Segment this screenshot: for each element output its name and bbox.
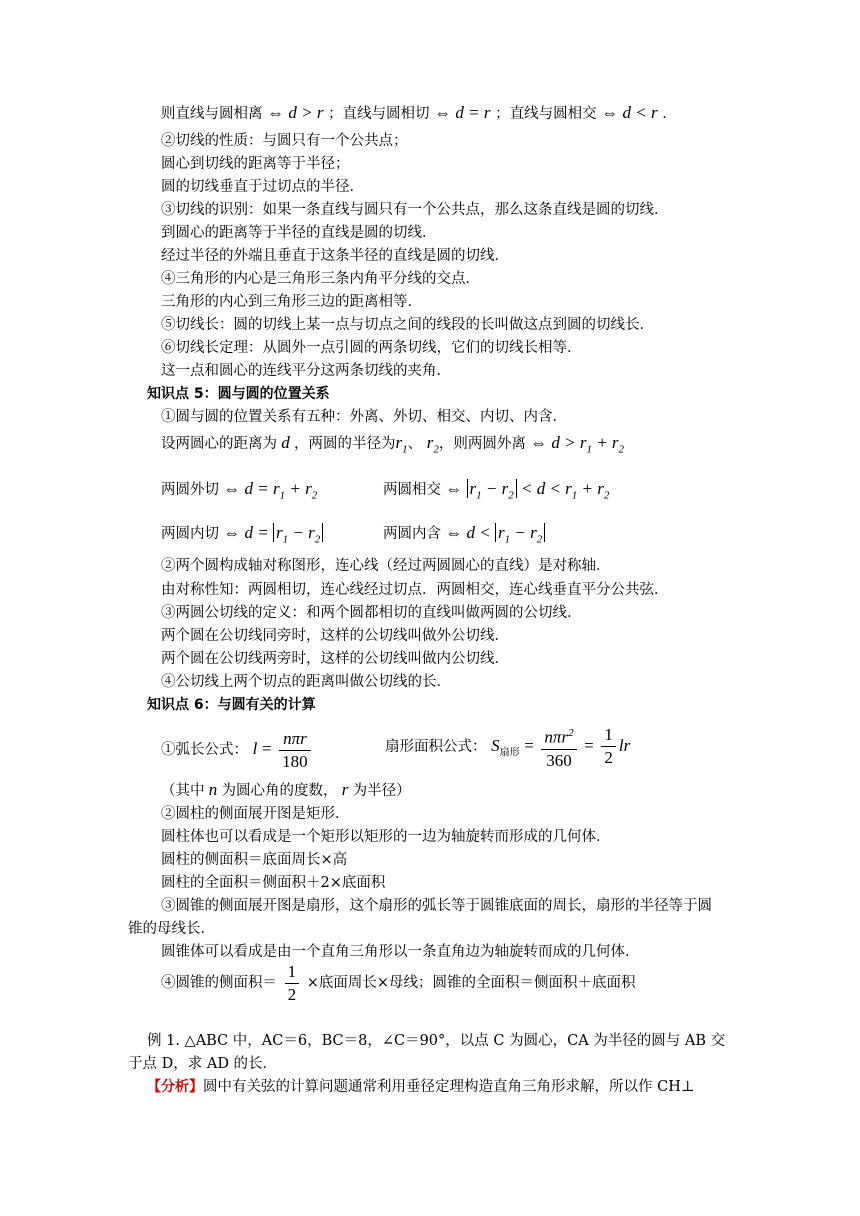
- text-line: 圆柱的全面积＝侧面积＋2×底面积: [161, 875, 386, 891]
- text-line: 圆锥体可以看成是由一个直角三角形以一条直角边为轴旋转而成的几何体．: [161, 944, 640, 960]
- text-line: ⑤切线长：圆的切线上某一点与切点之间的线段的长叫做这点到圆的切线长．: [161, 317, 654, 333]
- formula-arc-length: ①弧长公式： l = $\frac{\text{nπr}}{180}$: [161, 726, 314, 773]
- fraction: $\frac{n\pi r^2}{360}$: [541, 722, 576, 772]
- text-line: 两个圆在公切线同旁时，这样的公切线叫做外公切线．: [161, 628, 509, 644]
- text-line: 两个圆在公切线两旁时，这样的公切线叫做内公切线．: [161, 651, 509, 667]
- formula-cone-area: ④圆锥的侧面积＝ $\frac{1}{2}$ ×底面周长×母线；圆锥的全面积＝侧面积＋底面积: [161, 961, 636, 1004]
- formula-external-tangent: 两圆外切 ⇔ $d = r_1 + r_2$: [161, 479, 318, 502]
- text-line: 圆柱体也可以看成是一个矩形以矩形的一边为轴旋转而形成的几何体．: [161, 829, 611, 845]
- text-line: ②两个圆构成轴对称图形，连心线（经过两圆圆心的直线）是对称轴．: [161, 558, 611, 574]
- text-line: ④公切线上两个切点的距离叫做公切线的长．: [161, 674, 451, 690]
- text-line: 这一点和圆心的连线平分这两条切线的夹角．: [161, 363, 451, 379]
- fraction: $\frac{1}{2}$: [601, 724, 616, 769]
- example-1-line-1: 例 1. △ABC 中，AC＝6，BC＝8，∠C＝90°，以点 C 为圆心，CA 为半径的圆与 AB 交: [147, 1033, 726, 1049]
- text-line: 圆心到切线的距离等于半径；: [161, 156, 350, 172]
- text-line: 圆的切线垂直于过切点的半径．: [161, 179, 364, 195]
- text-line: ④三角形的内心是三角形三条内角平分线的交点．: [161, 271, 480, 287]
- line-two-circles-external: 设两圆心的距离为 d ，两圆的半径为$r_1$、 $r_2$，则两圆外离 ⇔ $d > r_1 + r_2$: [161, 433, 625, 456]
- formula-contained: 两圆内含 ⇔ $d < r_1 - r_2$: [383, 523, 545, 549]
- analysis-line: 【分析】圆中有关弦的计算问题通常利用垂径定理构造直角三角形求解，所以作 CH⊥: [147, 1079, 695, 1095]
- text-line: ②切线的性质：与圆只有一个公共点；: [161, 133, 408, 149]
- formula-sector-area: 扇形面积公式： $S_{扇形}$ = $\frac{n\pi r^2}{360}$ = $\frac{1}{2}$ lr: [385, 722, 630, 776]
- section-heading-6: 知识点 6：与圆有关的计算: [147, 697, 316, 713]
- section-heading-5: 知识点 5：圆与圆的位置关系: [147, 386, 330, 402]
- text-line: ①圆与圆的位置关系有五种：外离、外切、相交、内切、内含．: [161, 409, 567, 425]
- fraction: $\frac{\text{nπr}}{180}$: [279, 728, 311, 773]
- text-line: ②圆柱的侧面展开图是矩形．: [161, 806, 350, 822]
- text-line: ③切线的识别：如果一条直线与圆只有一个公共点，那么这条直线是圆的切线．: [161, 202, 669, 218]
- fraction: $\frac{1}{2}$: [285, 961, 300, 1006]
- text-line: 圆柱的侧面积＝底面周长×高: [161, 852, 348, 868]
- line-line-circle-relations: 则直线与圆相离 ⇔ d > r ；直线与圆相切 ⇔ d = r ；直线与圆相交 ⇔ d < r ．: [161, 103, 677, 122]
- text-line: 由对称性知：两圆相切，连心线经过切点．两圆相交，连心线垂直平分公共弦．: [161, 582, 669, 598]
- analysis-tag: 【分析】: [147, 1079, 203, 1095]
- text-line: ⑥切线长定理：从圆外一点引圆的两条切线，它们的切线长相等．: [161, 340, 582, 356]
- example-1-line-2: 于点 D，求 AD 的长．: [128, 1056, 278, 1072]
- text-line: ③圆锥的侧面展开图是扇形，这个扇形的弧长等于圆锥底面的周长，扇形的半径等于圆: [161, 898, 712, 914]
- text-line: 三角形的内心到三角形三边的距离相等．: [161, 294, 422, 310]
- text-line: ③两圆公切线的定义：和两个圆都相切的直线叫做两圆的公切线．: [161, 605, 582, 621]
- text-line: 到圆心的距离等于半径的直线是圆的切线．: [161, 225, 437, 241]
- text-line: 锥的母线长．: [128, 921, 215, 937]
- text-line: 经过半径的外端且垂直于这条半径的直线是圆的切线．: [161, 248, 509, 264]
- formula-intersecting: 两圆相交 ⇔ $r_1 - r_2 < d < r_1 + r_2$: [383, 479, 610, 502]
- formula-internal-tangent: 两圆内切 ⇔ $d = r_1 - r_2$: [161, 523, 323, 549]
- formula-note: （其中 n 为圆心角的度数， r 为半径）: [161, 780, 411, 799]
